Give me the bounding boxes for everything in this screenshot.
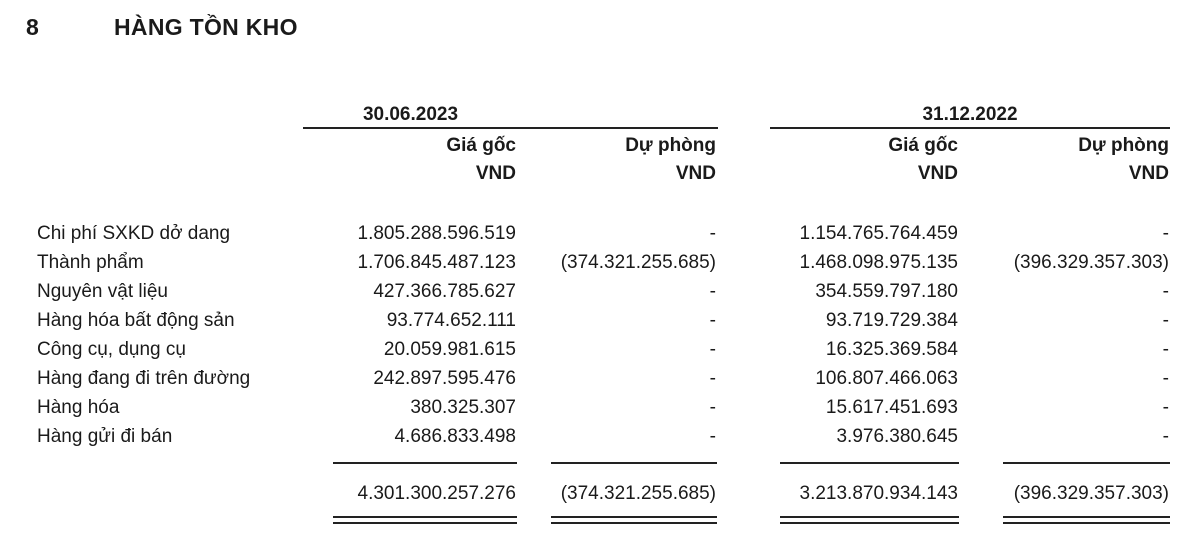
cell-cost-2022: 3.976.380.645 xyxy=(836,426,958,447)
cell-provision-2023: - xyxy=(709,426,716,447)
cell-provision-2022: - xyxy=(1162,397,1169,418)
cell-provision-2023: - xyxy=(709,368,716,389)
cell-cost-2023: 20.059.981.615 xyxy=(383,339,516,360)
col-header-provision-label: Dự phòng xyxy=(1078,135,1169,156)
row-label: Thành phẩm xyxy=(37,252,144,273)
col-header-provision-label: Dự phòng xyxy=(625,135,716,156)
table-row xyxy=(0,396,1200,420)
cell-cost-2023: 4.686.833.498 xyxy=(394,426,516,447)
cell-cost-2023: 93.774.652.111 xyxy=(386,310,516,331)
total-provision-2022: (396.329.357.303) xyxy=(1013,483,1169,504)
col-header-cost-2022 xyxy=(758,132,958,188)
row-label: Hàng hóa bất động sản xyxy=(37,310,235,331)
cell-cost-2022: 15.617.451.693 xyxy=(825,397,958,418)
subtotal-rule xyxy=(1003,462,1170,464)
col-header-cost-2023 xyxy=(316,132,516,188)
period-date-2023: 30.06.2023 xyxy=(362,104,459,125)
total-double-rule xyxy=(333,516,517,524)
total-cost-2022: 3.213.870.934.143 xyxy=(799,483,958,504)
subtotal-rule xyxy=(333,462,517,464)
col-header-provision-2022 xyxy=(969,132,1169,188)
table-row xyxy=(0,309,1200,333)
cell-cost-2022: 354.559.797.180 xyxy=(815,281,958,302)
period-underline-2022 xyxy=(770,127,1170,129)
row-label: Hàng hóa xyxy=(37,397,120,418)
cell-provision-2022: - xyxy=(1162,339,1169,360)
cell-provision-2022: - xyxy=(1162,223,1169,244)
col-header-provision-unit: VND xyxy=(1128,163,1169,184)
total-double-rule xyxy=(551,516,717,524)
cell-cost-2023: 242.897.595.476 xyxy=(373,368,516,389)
table-row xyxy=(0,367,1200,391)
total-cost-2023: 4.301.300.257.276 xyxy=(357,483,516,504)
subtotal-rule xyxy=(780,462,959,464)
total-row xyxy=(0,482,1200,506)
cell-provision-2023: - xyxy=(709,223,716,244)
cell-cost-2022: 16.325.369.584 xyxy=(825,339,958,360)
table-row xyxy=(0,280,1200,304)
cell-cost-2022: 1.468.098.975.135 xyxy=(799,252,958,273)
col-header-provision-2023 xyxy=(516,132,716,188)
cell-provision-2022: - xyxy=(1162,310,1169,331)
col-header-cost-label: Giá gốc xyxy=(888,135,958,156)
period-date-2022: 31.12.2022 xyxy=(922,104,1018,125)
row-label: Hàng đang đi trên đường xyxy=(37,368,251,389)
cell-cost-2023: 380.325.307 xyxy=(410,397,516,418)
col-header-cost-unit: VND xyxy=(917,163,958,184)
cell-cost-2023: 1.706.845.487.123 xyxy=(357,252,516,273)
cell-provision-2023: - xyxy=(709,339,716,360)
cell-provision-2022: - xyxy=(1162,426,1169,447)
cell-cost-2023: 427.366.785.627 xyxy=(373,281,516,302)
cell-cost-2022: 93.719.729.384 xyxy=(825,310,958,331)
col-header-cost-unit: VND xyxy=(475,163,516,184)
table-row xyxy=(0,222,1200,246)
cell-provision-2022: - xyxy=(1162,281,1169,302)
row-label: Hàng gửi đi bán xyxy=(37,426,173,447)
total-double-rule xyxy=(1003,516,1170,524)
row-label: Chi phí SXKD dở dang xyxy=(37,223,231,244)
col-header-cost-label: Giá gốc xyxy=(446,135,516,156)
table-row xyxy=(0,338,1200,362)
table-row xyxy=(0,425,1200,449)
cell-cost-2023: 1.805.288.596.519 xyxy=(357,223,516,244)
col-header-provision-unit: VND xyxy=(675,163,716,184)
cell-provision-2022: (396.329.357.303) xyxy=(1013,252,1169,273)
table-row xyxy=(0,251,1200,275)
cell-provision-2023: - xyxy=(709,397,716,418)
cell-provision-2023: - xyxy=(709,281,716,302)
cell-provision-2023: - xyxy=(709,310,716,331)
row-label: Nguyên vật liệu xyxy=(37,281,168,302)
period-underline-2023 xyxy=(303,127,718,129)
cell-cost-2022: 106.807.466.063 xyxy=(815,368,958,389)
total-double-rule xyxy=(780,516,959,524)
subtotal-rule xyxy=(551,462,717,464)
cell-provision-2022: - xyxy=(1162,368,1169,389)
section-number: 8 xyxy=(26,14,40,40)
cell-cost-2022: 1.154.765.764.459 xyxy=(799,223,958,244)
total-provision-2023: (374.321.255.685) xyxy=(560,483,716,504)
row-label: Công cụ, dụng cụ xyxy=(37,339,186,360)
cell-provision-2023: (374.321.255.685) xyxy=(560,252,716,273)
section-title: HÀNG TỒN KHO xyxy=(114,14,298,40)
